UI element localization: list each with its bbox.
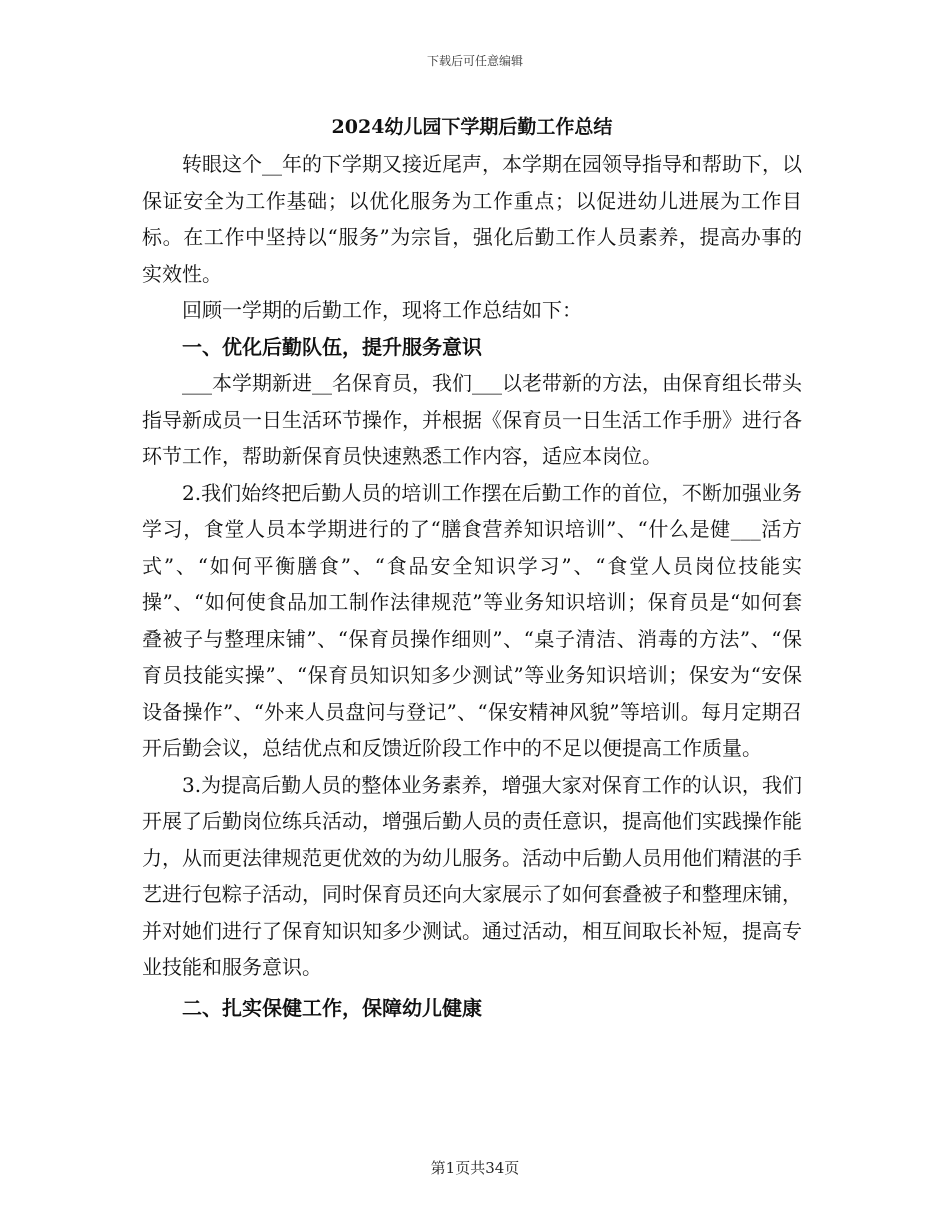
document-body <box>142 112 802 1026</box>
section-1-paragraph-1: ___本学期新进__名保育员，我们___以老带新的方法，由保育组长带头指导新成员一日生活环节操作，并根据《保育员一日生活工作手册》进行各环节工作，帮助新保育员快速熟悉工作内容，适应本岗位。 <box>142 371 802 468</box>
review-paragraph: 回顾一学期的后勤工作，现将工作总结如下： <box>182 298 582 322</box>
section-1-paragraph-2: 2.我们始终把后勤人员的培训工作摆在后勤工作的首位，不断加强业务学习，食堂人员本学期进行的了“膳食营养知识培训”、“什么是健___活方式”、“如何平衡膳食”、“食品安全知识学习”、“食堂人员岗位技能实操”、“如何使食品加工制作法律规范”等业务知识培训；保育员是“如何套叠被子与整理床铺”、“保育员操作细则”、“桌子清洁、消毒的方法”、“保育员技能实操”、“保育员知识知多少测试”等业务知识培训；保安为“安保设备操作”、“外来人员盘问与登记”、“保安精神风貌”等培训。每月定期召开后勤会议，总结优点和反馈近阶段工作中的不足以便提高工作质量。 <box>142 480 802 760</box>
section-1-heading: 一、优化后勤队伍，提升服务意识 <box>182 334 482 359</box>
section-1-paragraph-3: 3.为提高后勤人员的整体业务素养，增强大家对保育工作的认识，我们开展了后勤岗位练兵活动，增强后勤人员的责任意识，提高他们实践操作能力，从而更法律规范更优效的为幼儿服务。活动中后勤人员用他们精湛的手艺进行包粽子活动，同时保育员还向大家展示了如何套叠被子和整理床铺，并对她们进行了保育知识知多少测试。通过活动，相互间取长补短，提高专业技能和服务意识。 <box>142 772 802 979</box>
document-title: 2024幼儿园下学期后勤工作总结 <box>331 116 613 138</box>
page-header-note: 下载后可任意编辑 <box>426 54 523 68</box>
page-footer-number: 第1页共34页 <box>430 1159 520 1177</box>
intro-paragraph: 转眼这个__年的下学期又接近尾声，本学期在园领导指导和帮助下，以保证安全为工作基础；以优化服务为工作重点；以促进幼儿进展为工作目标。在工作中坚持以“服务”为宗旨，强化后勤工作人员素养，提高办事的实效性。 <box>142 152 802 286</box>
section-2-heading: 二、扎实保健工作，保障幼儿健康 <box>182 995 482 1020</box>
